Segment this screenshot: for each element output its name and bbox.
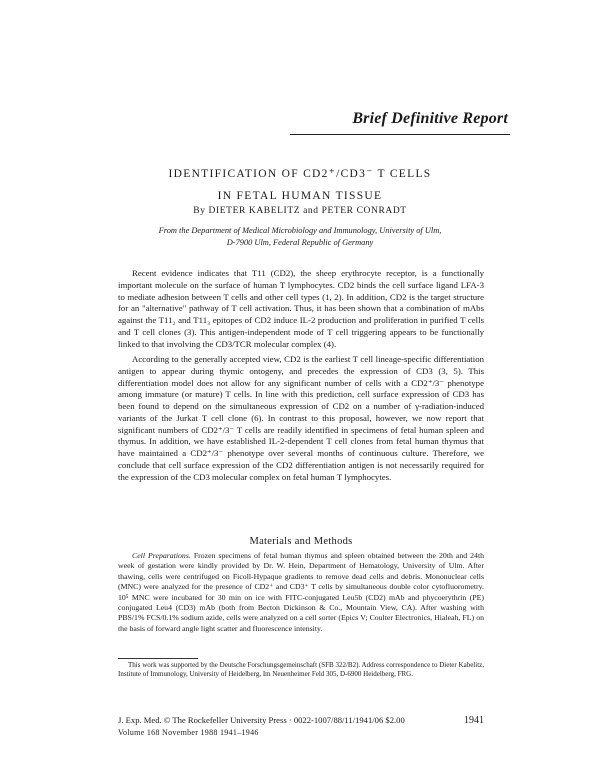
paragraph-text: Recent evidence indicates that T11 (CD2), the sheep erythrocyte receptor, is a functionally important molecule on the surface of human T lymphocytes. CD2 binds the cell surface ligand LFA-3 to mediate adhesion between T cells and other cell types (1, 2). In addition, CD2 is the target structure for an "alternative" pathway of T cell activation. Thus, it has been shown that a combination of mAbs against the T11₂ and T11₃ epitopes of CD2 induce IL-2 production and proliferation in purified T cells and T cell clones (3). This antigen-independent mode of T cell triggering appears to be functionally linked to that involving the CD3/TCR molecular complex (4). <box>118 268 484 349</box>
journal-citation: J. Exp. Med. © The Rockefeller University Press · 0022-1007/88/11/1941/06 $2.00 <box>118 715 405 725</box>
paragraph-text: According to the generally accepted view, CD2 is the earliest T cell lineage-specific differentiation antigen to appear during thymic ontogeny, and precedes the expression of CD3 (3, 5). This differentiation model does not allow for any significant number of cells with a CD2⁺/3⁻ phenotype among immature (or mature) T cells. In line with this prediction, cell surface expression of CD3 has been found to depend on the simultaneous expression of CD2 on a number of γ-radiation-induced variants of the Jurkat T cell clone (6). In contrast to this proposal, however, we now report that significant numbers of CD2⁺/3⁻ T cells are readily identified in specimens of fetal human spleen and thymus. In addition, we have established IL-2-dependent T cell clones from fetal human thymus that have maintained a CD2⁺/3⁻ phenotype over several months of continuous culture. Therefore, we conclude that cell surface expression of the CD2 differentiation antigen is not necessarily required for the expression of the CD3 molecular complex on fetal human T lymphocytes. <box>118 354 484 482</box>
journal-citation-line <box>118 715 484 726</box>
article-title <box>120 163 480 207</box>
body-paragraph-2 <box>118 354 484 483</box>
section-heading-rule <box>290 134 510 135</box>
methods-paragraph <box>118 551 484 634</box>
title-line-2: IN FETAL HUMAN TISSUE <box>217 190 383 202</box>
section-heading: Brief Definitive Report <box>352 110 508 127</box>
body-paragraph-1 <box>118 268 484 350</box>
affiliation-line-1: From the Department of Medical Microbiology and Immunology, University of Ulm, <box>158 226 442 235</box>
article-authors: By DIETER KABELITZ and PETER CONRADT <box>193 206 407 216</box>
materials-methods-heading: Materials and Methods <box>249 536 353 547</box>
volume-line: Volume 168 November 1988 1941–1946 <box>118 728 259 737</box>
affiliation-line-2: D-7900 Ulm, Federal Republic of Germany <box>226 238 374 247</box>
title-line-1: IDENTIFICATION OF CD2⁺/CD3⁻ T CELLS <box>168 168 432 180</box>
methods-lead: Cell Preparations. <box>132 551 191 560</box>
article-affiliation <box>120 225 480 249</box>
footnote-rule <box>118 658 198 659</box>
methods-text: Frozen specimens of fetal human thymus and spleen obtained between the 20th and 24th week of gestation were kindly provided by Dr. W. Hein, Department of Hematology, University of Ulm. After thawing, cells were centrifuged on Ficoll-Hypaque gradients to remove dead cells and debris. Mononuclear cells (MNC) were analyzed for the presence of CD2⁺ and CD3⁺ T cells by simultaneous double color cytofluorometry. 10⁵ MNC were incubated for 30 min on ice with FITC-conjugated Leu5b (CD2) mAb and phycoerythrin (PE) conjugated Leu4 (CD3) mAb (both from Becton Dickinson & Co., Mountain View, CA). After washing with PBS/1% FCS/0.1% sodium azide, cells were analyzed on a cell sorter (Epics V; Coulter Electronics, Hialeah, FL) on the basis of forward angle light scatter and fluorescence intensity. <box>118 551 485 633</box>
footnote: This work was supported by the Deutsche Forschungsgemeinschaft (SFB 322/B2). Address correspondence to Dieter Kabelitz, Institute of Immunology, University of Heidelberg, Im Neuenheimer Feld 305, D-6900 Heidelberg, FRG. <box>118 661 484 679</box>
page-number: 1941 <box>464 715 484 726</box>
